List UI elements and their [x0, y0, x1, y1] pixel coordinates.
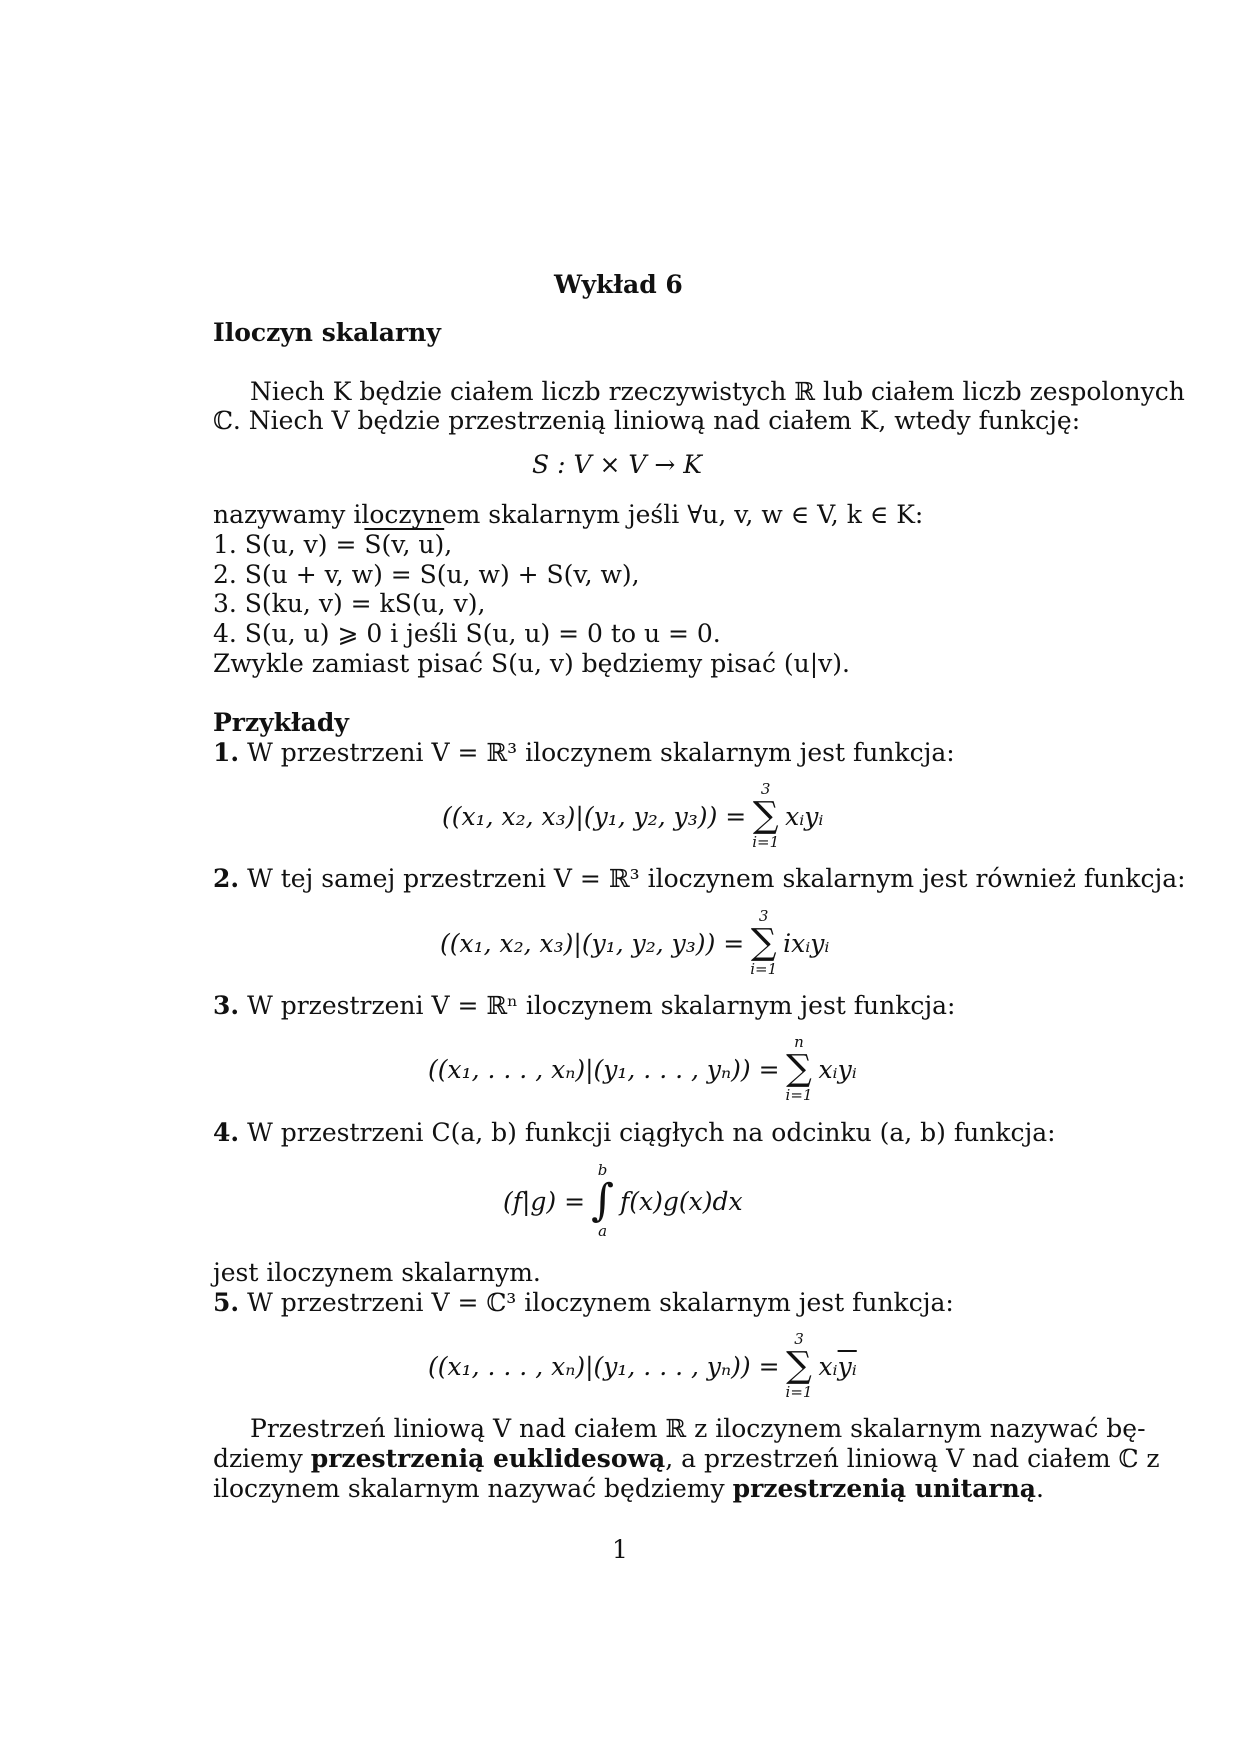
- example-1-text: W przestrzeni V = ℝ³ iloczynem skalarnym jest funkcja:: [247, 738, 955, 767]
- example-2-number: 2.: [213, 864, 240, 893]
- sum-lower-limit: i=1: [750, 960, 778, 978]
- example-4-rhs: f(x)g(x)dx: [620, 1186, 743, 1216]
- sum-upper-limit: 3: [794, 1330, 804, 1348]
- example-4: [213, 1118, 1056, 1148]
- example-5-text: W przestrzeni V = ℂ³ iloczynem skalarnym jest funkcja:: [247, 1288, 954, 1317]
- page-title: Wykład 6: [554, 270, 683, 299]
- integral-operator: [591, 1163, 614, 1239]
- sum-lower-limit: i=1: [785, 1383, 813, 1401]
- integral-upper-limit: b: [597, 1161, 608, 1179]
- example-5-formula: [428, 1332, 857, 1400]
- sum-lower-limit: i=1: [785, 1086, 813, 1104]
- integral-symbol: ∫: [591, 1175, 615, 1226]
- term-euclidean-space: przestrzenią euklidesową: [310, 1444, 666, 1473]
- intro-line-2: ℂ. Niech V będzie przestrzenią liniową nad ciałem K, wtedy funkcję:: [213, 406, 1081, 435]
- sum-symbol: ∑: [750, 922, 777, 963]
- example-3-lhs: ((x₁, . . . , xₙ)|(y₁, . . . , yₙ)) =: [428, 1054, 780, 1084]
- example-1-formula: [442, 782, 823, 850]
- example-5-rhs: [818, 1352, 856, 1381]
- example-3-text: W przestrzeni V = ℝⁿ iloczynem skalarnym jest funkcja:: [247, 991, 956, 1020]
- example-2-rhs: ixᵢyᵢ: [783, 928, 830, 958]
- axiom-1: [213, 530, 452, 560]
- axiom-1-lhs: 1. S(u, v) =: [213, 530, 365, 559]
- intro-line-1: Niech K będzie ciałem liczb rzeczywistych ℝ lub ciałem liczb zespolonych: [250, 377, 1185, 406]
- example-3: [213, 991, 955, 1021]
- notation-line: Zwykle zamiast pisać S(u, v) będziemy pisać (u|v).: [213, 649, 850, 678]
- section-heading: Iloczyn skalarny: [213, 318, 441, 347]
- term-unitary-space: przestrzenią unitarną: [732, 1474, 1036, 1503]
- example-4-number: 4.: [213, 1118, 240, 1147]
- axiom-2: 2. S(u + v, w) = S(u, w) + S(v, w),: [213, 560, 640, 589]
- example-4-formula: [503, 1163, 743, 1239]
- sum-lower-limit: i=1: [752, 833, 780, 851]
- closing-line-3-a: iloczynem skalarnym nazywać będziemy: [213, 1474, 733, 1503]
- definition-lead: nazywamy iloczynem skalarnym jeśli ∀u, v, w ∈ V, k ∈ K:: [213, 500, 924, 529]
- axiom-1-conjugate: S(v, u): [364, 530, 445, 559]
- sum-upper-limit: n: [794, 1033, 804, 1051]
- example-1-lhs: ((x₁, x₂, x₃)|(y₁, y₂, y₃)) =: [442, 801, 747, 831]
- sum-upper-limit: 3: [760, 780, 771, 798]
- example-5-lhs: ((x₁, . . . , xₙ)|(y₁, . . . , yₙ)) =: [428, 1351, 780, 1381]
- sum-operator: [752, 782, 779, 850]
- sum-operator: [750, 909, 777, 977]
- examples-heading: Przykłady: [213, 708, 349, 737]
- sum-operator: [786, 1035, 813, 1103]
- example-3-rhs: xᵢyᵢ: [818, 1054, 857, 1084]
- sum-symbol: ∑: [752, 795, 779, 836]
- closing-line-3: [213, 1474, 1044, 1504]
- closing-line-2-c: , a przestrzeń liniową V nad ciałem ℂ z: [665, 1444, 1160, 1473]
- page-number: 1: [612, 1535, 628, 1564]
- sum-symbol: ∑: [786, 1345, 812, 1386]
- definition-formula: S : V × V → K: [532, 450, 702, 479]
- example-2-text: W tej samej przestrzeni V = ℝ³ iloczynem skalarnym jest również funkcja:: [247, 864, 1186, 893]
- example-2-formula: [440, 909, 829, 977]
- example-5-rhs-x: xᵢ: [818, 1351, 838, 1381]
- sum-upper-limit: 3: [758, 907, 769, 925]
- example-4-text: W przestrzeni C(a, b) funkcji ciągłych na odcinku (a, b) funkcja:: [247, 1118, 1056, 1147]
- closing-line-2-a: dziemy: [213, 1444, 311, 1473]
- example-4-after: jest iloczynem skalarnym.: [213, 1258, 541, 1287]
- integral-lower-limit: a: [598, 1222, 608, 1240]
- closing-line-3-c: .: [1035, 1474, 1044, 1503]
- example-3-number: 3.: [213, 991, 240, 1020]
- closing-line-2: [213, 1444, 1160, 1474]
- example-4-lhs: (f|g) =: [503, 1186, 586, 1216]
- example-1-number: 1.: [213, 738, 240, 767]
- example-1-rhs: xᵢyᵢ: [785, 801, 824, 831]
- example-3-formula: [428, 1035, 857, 1103]
- example-5-rhs-ybar: $\overline{yᵢ}$: [837, 1351, 857, 1381]
- sum-symbol: ∑: [786, 1048, 812, 1089]
- example-1: [213, 738, 955, 768]
- sum-operator: [786, 1332, 813, 1400]
- example-5: [213, 1288, 954, 1318]
- closing-line-1: Przestrzeń liniową V nad ciałem ℝ z iloczynem skalarnym nazywać bę-: [250, 1414, 1146, 1443]
- axiom-1-comma: ,: [444, 530, 453, 559]
- example-2-lhs: ((x₁, x₂, x₃)|(y₁, y₂, y₃)) =: [440, 928, 745, 958]
- example-5-number: 5.: [213, 1288, 240, 1317]
- axiom-3: 3. S(ku, v) = kS(u, v),: [213, 589, 486, 618]
- axiom-4: 4. S(u, u) ⩾ 0 i jeśli S(u, u) = 0 to u = 0.: [213, 619, 721, 648]
- example-2: [213, 864, 1186, 894]
